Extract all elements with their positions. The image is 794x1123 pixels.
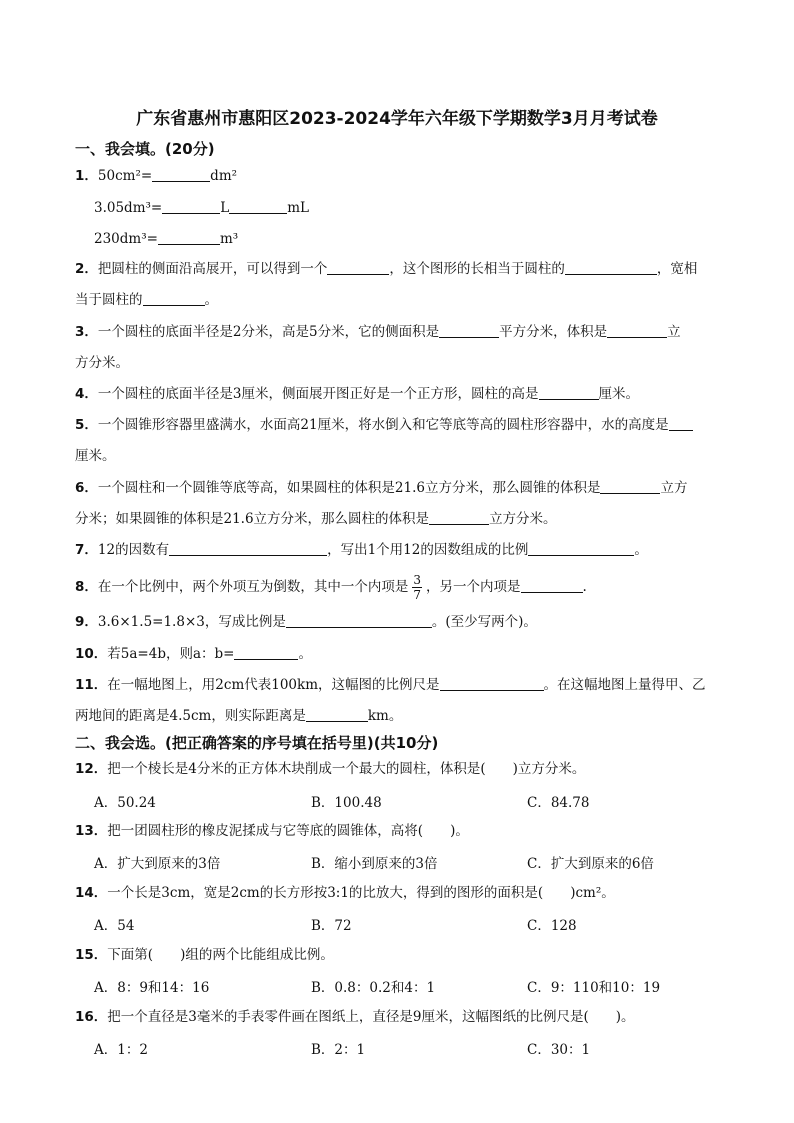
answer-blank[interactable] (229, 199, 287, 214)
question-1: 1．50cm²= dm² (75, 168, 238, 184)
answer-blank[interactable] (286, 613, 432, 628)
answer-blank[interactable] (439, 323, 499, 338)
choice-a[interactable]: A．54 (94, 918, 135, 934)
choice-c[interactable]: C．84.78 (527, 795, 590, 811)
answer-blank[interactable] (565, 260, 657, 275)
answer-blank[interactable] (143, 291, 205, 306)
question-5: 5．一个圆锥形容器里盛满水，水面高21厘米，将水倒入和它等底等高的圆柱形容器中，水的高度是 (75, 415, 755, 435)
choice-a[interactable]: A．扩大到原来的3倍 (94, 856, 221, 872)
answer-blank[interactable] (158, 230, 220, 245)
answer-blank[interactable] (607, 323, 667, 338)
question-4: 4．一个圆柱的底面半径是3厘米，侧面展开图正好是一个正方形，圆柱的高是 厘米。 (75, 386, 639, 402)
question-1c: 230dm³= m³ (94, 231, 239, 247)
answer-blank[interactable] (162, 199, 220, 214)
choice-b[interactable]: B．100.48 (311, 795, 382, 811)
choice-b[interactable]: B．0.8：0.2和4：1 (311, 980, 436, 996)
choice-b[interactable]: B．72 (311, 918, 352, 934)
section-multiple-choice: 二、我会选。(把正确答案的序号填在括号里)(共10分) (75, 734, 439, 752)
answer-blank[interactable] (327, 260, 389, 275)
question-7: 7．12的因数有 ，写出1个用12的因数组成的比例 。 (75, 542, 648, 558)
question-1b: 3.05dm³= L mL (94, 200, 309, 216)
answer-blank[interactable] (152, 167, 210, 182)
question-16: 16．把一个直径是3毫米的手表零件画在图纸上，直径是9厘米，这幅图纸的比例尺是( )。 (75, 1009, 635, 1025)
question-12: 12．把一个棱长是4分米的正方体木块削成一个最大的圆柱，体积是( )立方分米。 (75, 761, 586, 777)
question-6-cont: 分米；如果圆锥的体积是21.6立方分米，那么圆柱的体积是 立方分米。 (75, 511, 557, 527)
answer-blank[interactable] (539, 385, 599, 400)
choice-b[interactable]: B．缩小到原来的3倍 (311, 856, 438, 872)
question-3-cont: 方分米。 (75, 355, 129, 371)
answer-blank[interactable] (440, 676, 544, 691)
question-8: 8．在一个比例中，两个外项互为倒数，其中一个内项是 $\frac{3}{7}$ ，另一个内项是 . (75, 573, 587, 602)
choice-c[interactable]: C．扩大到原来的6倍 (527, 856, 654, 872)
page-title: 广东省惠州市惠阳区2023-2024学年六年级下学期数学3月月考试卷 (136, 109, 658, 129)
question-11-cont: 两地间的距离是4.5cm，则实际距离是 km。 (75, 708, 403, 724)
section-fill-in: 一、我会填。(20分) (75, 140, 215, 158)
choice-c[interactable]: C．30：1 (527, 1042, 591, 1058)
choice-a[interactable]: A．50.24 (94, 795, 156, 811)
choice-c[interactable]: C．9：110和10：19 (527, 980, 661, 996)
answer-blank[interactable] (669, 416, 693, 431)
question-9: 9．3.6×1.5=1.8×3，写成比例是 。(至少写两个)。 (75, 614, 537, 630)
question-5-cont: 厘米。 (75, 448, 116, 464)
question-10: 10．若5a=4b，则a：b= 。 (75, 646, 312, 662)
choice-c[interactable]: C．128 (527, 918, 577, 934)
answer-blank[interactable] (234, 645, 298, 660)
question-2: 2．把圆柱的侧面沿高展开，可以得到一个 ，这个图形的长相当于圆柱的 ，宽相 (75, 261, 698, 277)
choice-b[interactable]: B．2：1 (311, 1042, 366, 1058)
answer-blank[interactable] (521, 578, 583, 593)
question-15: 15．下面第( )组的两个比能组成比例。 (75, 947, 334, 963)
question-14: 14．一个长是3cm，宽是2cm的长方形按3:1的比放大，得到的图形的面积是( )cm²。 (75, 885, 615, 901)
answer-blank[interactable] (169, 541, 327, 556)
answer-blank[interactable] (306, 707, 368, 722)
question-3: 3．一个圆柱的底面半径是2分米，高是5分米，它的侧面积是 平方分米，体积是 立 (75, 324, 681, 340)
question-6: 6．一个圆柱和一个圆锥等底等高，如果圆柱的体积是21.6立方分米，那么圆锥的体积是 立方 (75, 480, 688, 496)
answer-blank[interactable] (528, 541, 634, 556)
choice-a[interactable]: A．8：9和14：16 (94, 980, 210, 996)
question-13: 13．把一团圆柱形的橡皮泥揉成与它等底的圆锥体，高将( )。 (75, 823, 469, 839)
question-11: 11．在一幅地图上，用2cm代表100km，这幅图的比例尺是 。在这幅地图上量得甲、乙 (75, 677, 706, 693)
answer-blank[interactable] (600, 479, 660, 494)
question-2-cont: 当于圆柱的 。 (75, 292, 218, 308)
answer-blank[interactable] (429, 510, 489, 525)
choice-a[interactable]: A．1：2 (94, 1042, 148, 1058)
fraction: $\frac{3}{7}$ (413, 573, 422, 602)
